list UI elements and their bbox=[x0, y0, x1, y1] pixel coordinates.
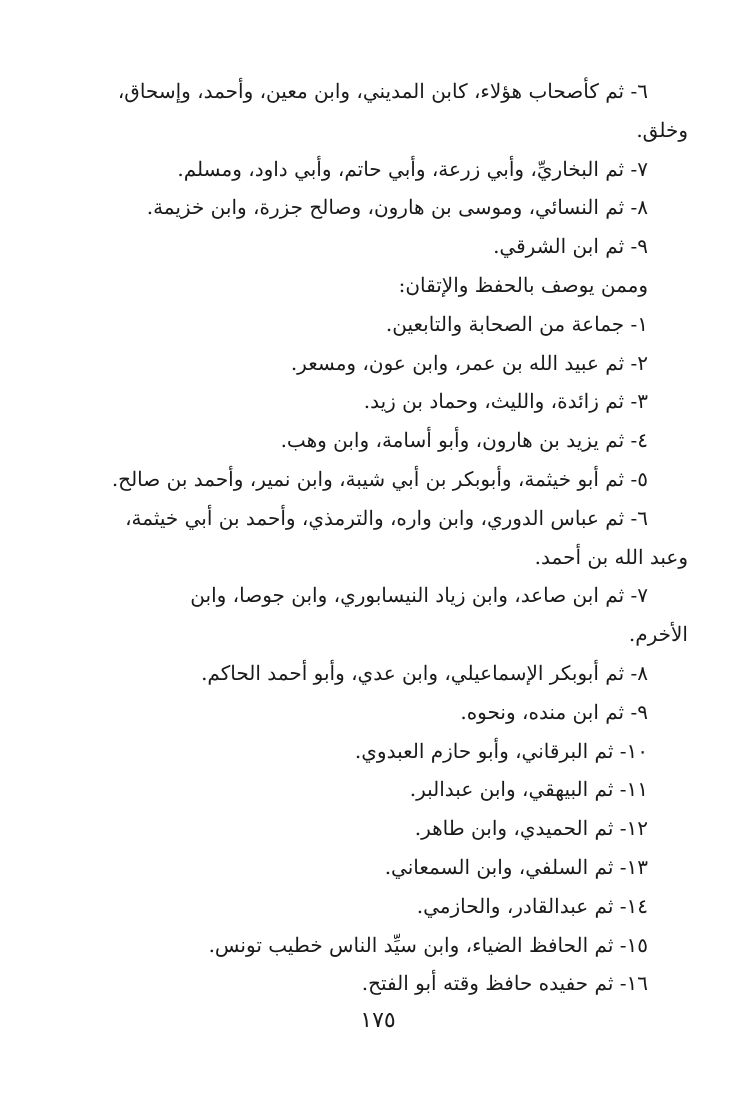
continuation-line: الأخرم. bbox=[628, 622, 688, 647]
text-line: ١٤- ثم عبدالقادر، والحازمي. bbox=[416, 893, 648, 918]
text-line: ٢- ثم عبيد الله بن عمر، وابن عون، ومسعر. bbox=[290, 350, 648, 375]
text-line: ١٥- ثم الحافظ الضياء، وابن سيِّد الناس خطيب تونس. bbox=[208, 932, 648, 957]
text-line: وممن يوصف بالحفظ والإتقان: bbox=[398, 272, 648, 297]
text-line: ٧- ثم ابن صاعد، وابن زياد النيسابوري، وابن جوصا، وابن bbox=[190, 583, 648, 608]
text-line: ٨- ثم أبوبكر الإسماعيلي، وابن عدي، وأبو أحمد الحاكم. bbox=[201, 660, 648, 685]
text-line: ٥- ثم أبو خيثمة، وأبوبكر بن أبي شيبة، وابن نمير، وأحمد بن صالح. bbox=[111, 466, 648, 491]
text-block bbox=[111, 72, 688, 1003]
page-number: ١٧٥ bbox=[360, 1008, 396, 1033]
text-line: ١٣- ثم السلفي، وابن السمعاني. bbox=[384, 854, 648, 879]
text-line: ٧- ثم البخاريِّ، وأبي زرعة، وأبي حاتم، وأبي داود، ومسلم. bbox=[177, 156, 648, 181]
text-line: ٦- ثم كأصحاب هؤلاء، كابن المديني، وابن معين، وأحمد، وإسحاق، bbox=[117, 79, 648, 103]
text-line: ١٦- ثم حفيده حافظ وقته أبو الفتح. bbox=[361, 971, 648, 996]
text-line: ١- جماعة من الصحابة والتابعين. bbox=[385, 311, 648, 336]
text-line: ٤- ثم يزيد بن هارون، وأبو أسامة، وابن وهب. bbox=[280, 428, 648, 453]
text-line: ١٢- ثم الحميدي، وابن طاهر. bbox=[414, 816, 648, 841]
text-line: ١٠- ثم البرقاني، وأبو حازم العبدوي. bbox=[354, 738, 648, 763]
continuation-line: وخلق. bbox=[636, 117, 688, 142]
text-line: ٣- ثم زائدة، والليث، وحماد بن زيد. bbox=[363, 389, 648, 414]
text-line: ١١- ثم البيهقي، وابن عبدالبر. bbox=[409, 777, 648, 802]
continuation-line: وعبد الله بن أحمد. bbox=[534, 544, 688, 569]
text-line: ٦- ثم عباس الدوري، وابن واره، والترمذي، وأحمد بن أبي خيثمة، bbox=[125, 505, 648, 530]
text-line: ٩- ثم ابن الشرقي. bbox=[493, 234, 648, 259]
text-line: ٨- ثم النسائي، وموسى بن هارون، وصالح جزرة، وابن خزيمة. bbox=[146, 195, 648, 220]
text-line: ٩- ثم ابن منده، ونحوه. bbox=[460, 699, 648, 724]
